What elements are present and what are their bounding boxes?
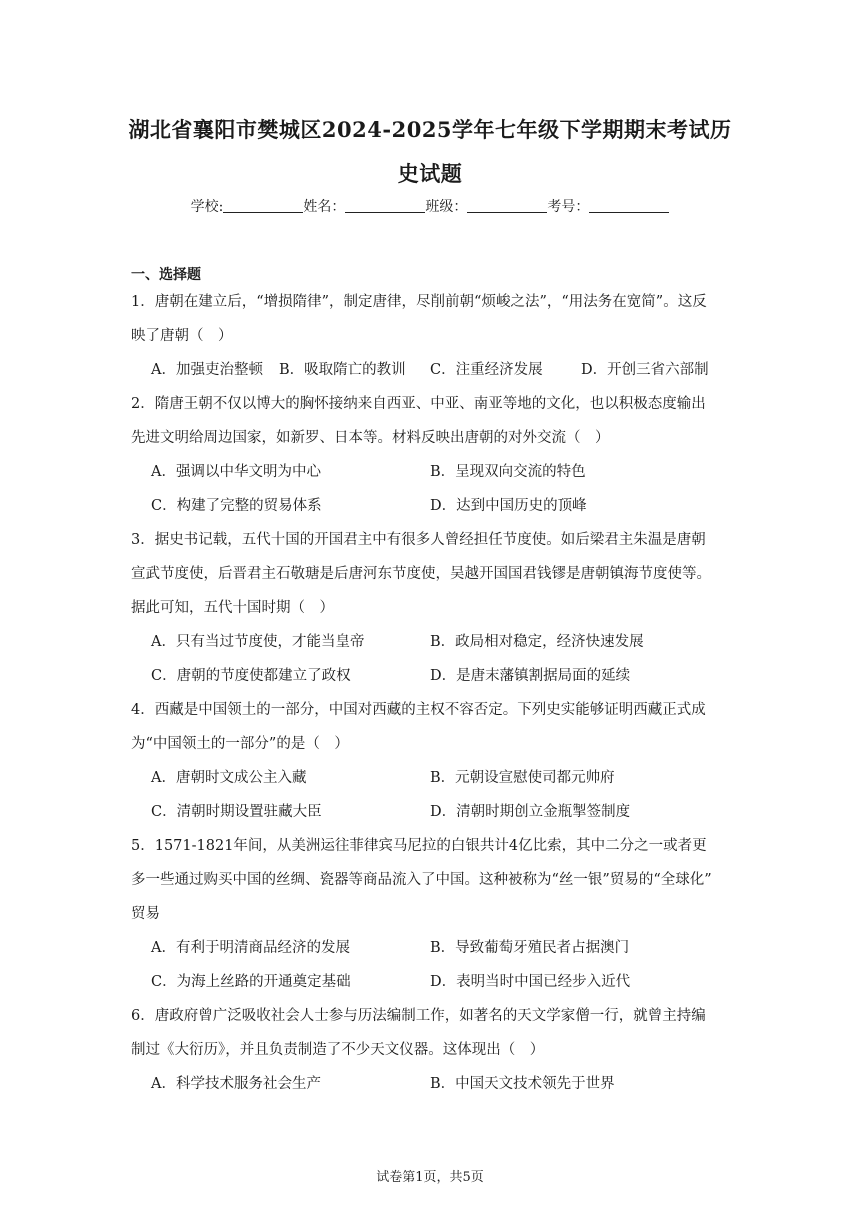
class-label: 班级： — [425, 199, 468, 215]
question-3-line-1: 3．据史书记载，五代十国的开国君主中有很多人曾经担任节度使。如后梁君主朱温是唐朝 — [131, 532, 706, 548]
question-1-line-2: 映了唐朝（ ） — [131, 328, 233, 344]
question-3-option-d[interactable]: D．是唐末藩镇割据局面的延续 — [430, 668, 631, 684]
name-label: 姓名： — [303, 199, 346, 215]
question-6-line-1: 6．唐政府曾广泛吸收社会人士参与历法编制工作，如著名的天文学家僧一行，就曾主持编 — [131, 1008, 706, 1024]
question-3-line-2: 宣武节度使，后晋君主石敬瑭是后唐河东节度使，吴越开国国君钱镠是唐朝镇海节度使等。 — [131, 566, 711, 582]
question-3-line-3: 据此可知，五代十国时期（ ） — [131, 600, 334, 616]
question-1-option-b[interactable]: B．吸取隋亡的教训 — [279, 362, 406, 378]
question-3-option-a[interactable]: A．只有当过节度使，才能当皇帝 — [151, 634, 365, 650]
question-5-option-c[interactable]: C．为海上丝路的开通奠定基础 — [151, 974, 351, 990]
question-3-option-c[interactable]: C．唐朝的节度使都建立了政权 — [151, 668, 351, 684]
question-4-option-b[interactable]: B．元朝设宣慰使司都元帅府 — [430, 770, 615, 786]
question-5-line-3: 贸易 — [131, 906, 160, 922]
question-1-option-a[interactable]: A．加强吏治整顿 — [151, 362, 263, 378]
question-6-option-a[interactable]: A．科学技术服务社会生产 — [151, 1076, 321, 1092]
question-1-option-c[interactable]: C．注重经济发展 — [430, 362, 543, 378]
question-4-line-1: 4．西藏是中国领土的一部分，中国对西藏的主权不容否定。下列史实能够证明西藏正式成 — [131, 702, 706, 718]
exam-title-line2: 史试题 — [397, 161, 463, 186]
class-blank[interactable] — [467, 198, 547, 213]
question-4-option-d[interactable]: D．清朝时期创立金瓶掣签制度 — [430, 804, 631, 820]
question-5-line-1: 5．1571-1821年间，从美洲运往菲律宾马尼拉的白银共计4亿比索，其中二分之一或者更 — [131, 838, 707, 854]
exam-title-line1: 湖北省襄阳市樊城区2024-2025学年七年级下学期期末考试历 — [128, 117, 732, 142]
question-6-line-2: 制过《大衍历》，并且负责制造了不少天文仪器。这体现出（ ） — [131, 1042, 545, 1058]
school-label: 学校: — [190, 199, 224, 215]
question-1-option-d[interactable]: D．开创三省六部制 — [581, 362, 709, 378]
question-4-line-2: 为“中国领土的一部分”的是（ ） — [131, 736, 349, 752]
exam-no-blank[interactable] — [589, 198, 669, 213]
question-4-option-a[interactable]: A．唐朝时文成公主入藏 — [151, 770, 307, 786]
question-5-option-b[interactable]: B．导致葡萄牙殖民者占据澳门 — [430, 940, 630, 956]
question-5-line-2: 多一些通过购买中国的丝绸、瓷器等商品流入了中国。这种被称为“丝一银”贸易的“全球化” — [131, 872, 712, 888]
question-6-option-b[interactable]: B．中国天文技术领先于世界 — [430, 1076, 615, 1092]
student-info-row — [0, 196, 860, 216]
question-2-option-b[interactable]: B．呈现双向交流的特色 — [430, 464, 586, 480]
school-blank[interactable] — [223, 198, 303, 213]
question-4-option-c[interactable]: C．清朝时期设置驻藏大臣 — [151, 804, 322, 820]
question-3-option-b[interactable]: B．政局相对稳定，经济快速发展 — [430, 634, 644, 650]
question-5-option-d[interactable]: D．表明当时中国已经步入近代 — [430, 974, 631, 990]
page-footer: 试卷第1页，共5页 — [376, 1170, 484, 1185]
question-2-option-a[interactable]: A．强调以中华文明为中心 — [151, 464, 321, 480]
question-1-line-1: 1．唐朝在建立后，“增损隋律”，制定唐律，尽削前朝“烦峻之法”，“用法务在宽简”。这反 — [131, 294, 707, 310]
question-2-line-1: 2．隋唐王朝不仅以博大的胸怀接纳来自西亚、中亚、南亚等地的文化，也以积极态度输出 — [131, 396, 706, 412]
section-title: 一、选择题 — [131, 267, 201, 283]
question-2-option-d[interactable]: D．达到中国历史的顶峰 — [430, 498, 587, 514]
question-2-line-2: 先进文明给周边国家，如新罗、日本等。材料反映出唐朝的对外交流（ ） — [131, 430, 610, 446]
question-5-option-a[interactable]: A．有利于明清商品经济的发展 — [151, 940, 350, 956]
name-blank[interactable] — [345, 198, 425, 213]
question-2-option-c[interactable]: C．构建了完整的贸易体系 — [151, 498, 322, 514]
exam-no-label: 考号： — [547, 199, 590, 215]
